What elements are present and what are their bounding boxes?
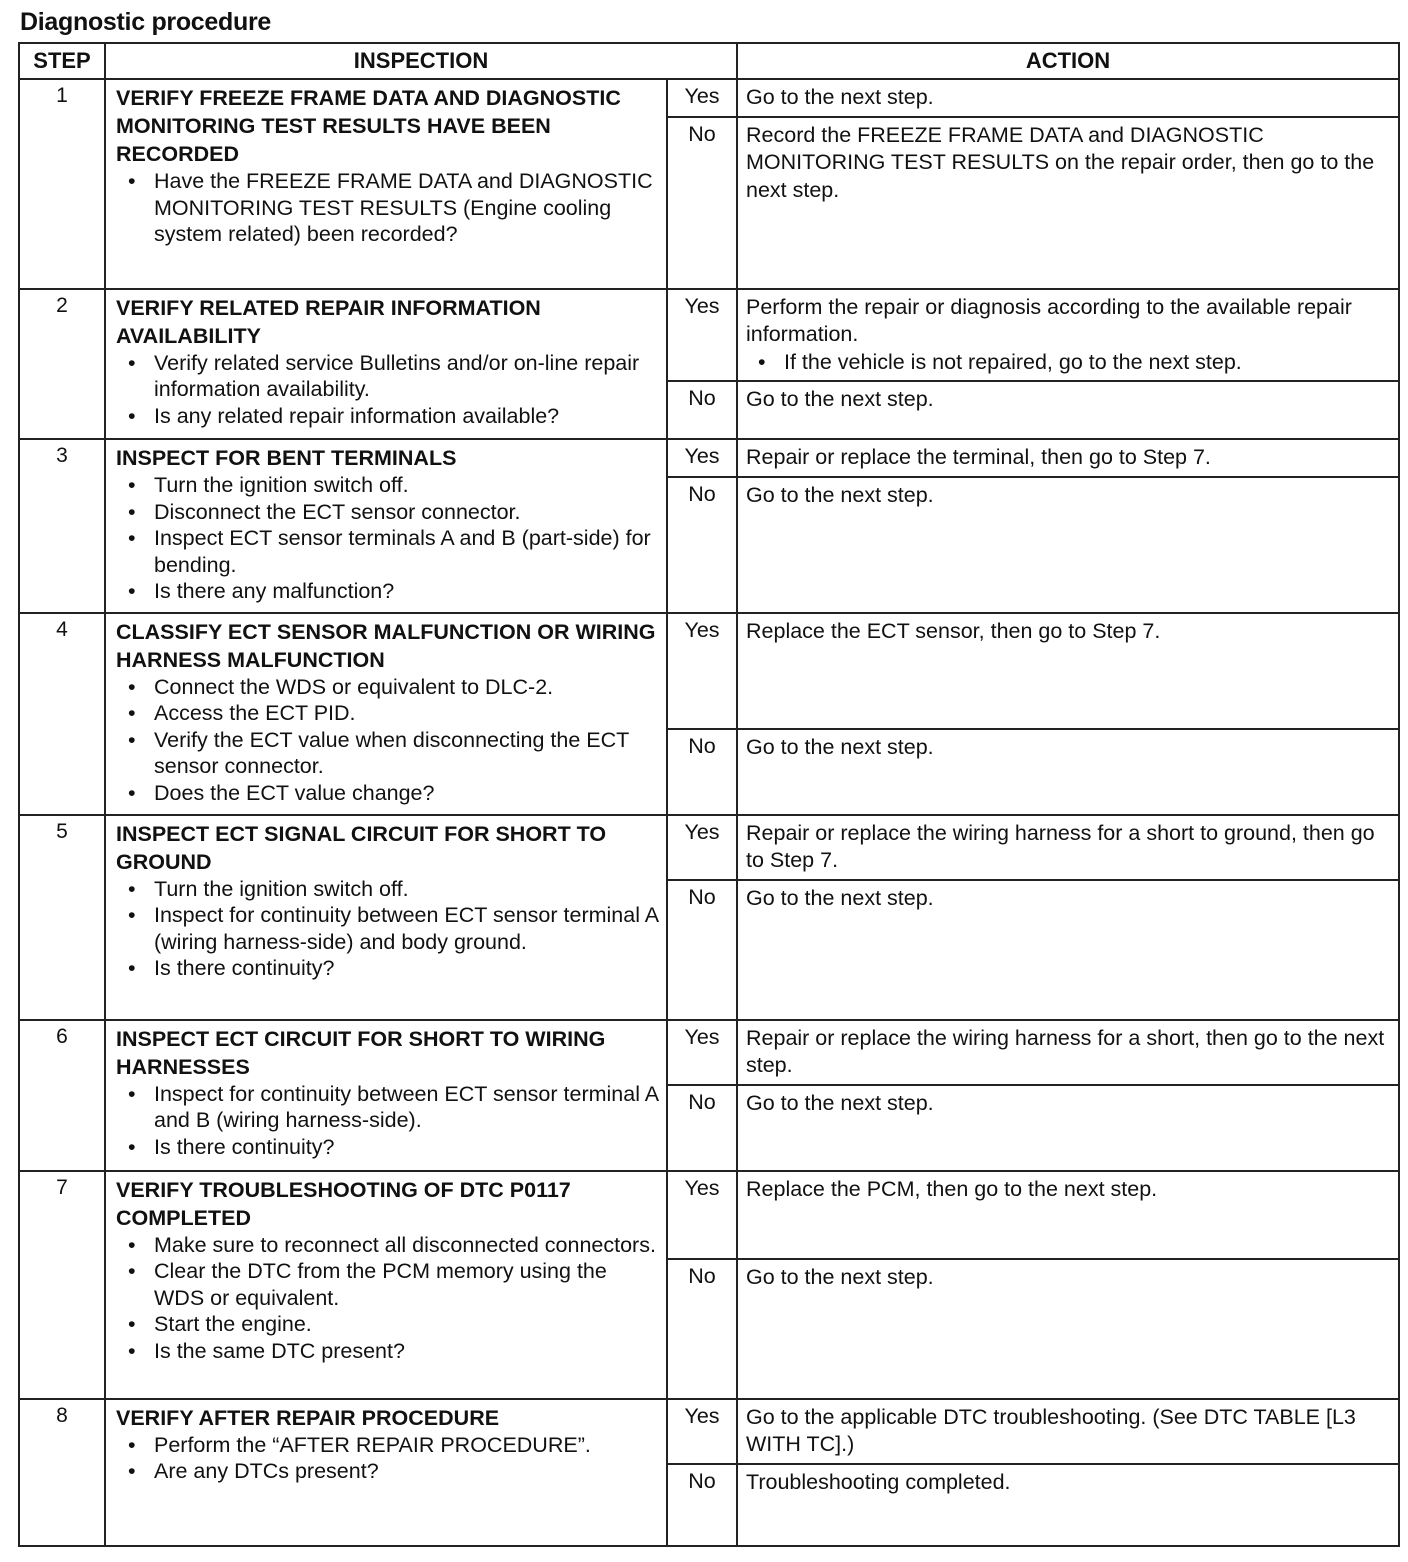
yes-label: Yes <box>667 815 737 880</box>
inspection-bullet: • Inspect ECT sensor terminals A and B (part-side) for bending. <box>116 525 660 578</box>
inspection-bullet: • Connect the WDS or equivalent to DLC-2. <box>116 674 660 701</box>
step-heading: VERIFY AFTER REPAIR PROCEDURE <box>116 1405 500 1430</box>
no-action: Go to the next step. <box>737 477 1399 613</box>
step-number: 7 <box>19 1171 105 1399</box>
yes-action-text: Perform the repair or diagnosis according to the available repair information. <box>746 294 1352 346</box>
inspection-bullet: • Access the ECT PID. <box>116 700 660 727</box>
action-column-header: ACTION <box>737 43 1399 79</box>
table-row <box>19 439 1399 477</box>
inspection-bullets <box>116 350 660 430</box>
yes-action-text: Go to the next step. <box>746 85 934 109</box>
table-row <box>19 613 1399 729</box>
table-row <box>19 1020 1399 1085</box>
inspection-bullets <box>116 674 660 807</box>
inspection-cell <box>105 1399 667 1546</box>
step-heading: VERIFY RELATED REPAIR INFORMATION AVAILABILITY <box>116 295 541 348</box>
yes-label: Yes <box>667 613 737 729</box>
no-label: No <box>667 1259 737 1399</box>
yes-action <box>737 613 1399 729</box>
inspection-bullet: • Perform the “AFTER REPAIR PROCEDURE”. <box>116 1432 660 1459</box>
no-label: No <box>667 477 737 613</box>
inspection-bullet: • Have the FREEZE FRAME DATA and DIAGNOSTIC MONITORING TEST RESULTS (Engine cooling system related) been recorded? <box>116 168 660 248</box>
yes-action-text: Replace the ECT sensor, then go to Step 7. <box>746 618 1161 643</box>
step-heading: CLASSIFY ECT SENSOR MALFUNCTION OR WIRING HARNESS MALFUNCTION <box>116 619 656 672</box>
step-number: 6 <box>19 1020 105 1171</box>
inspection-bullet: • Inspect for continuity between ECT sensor terminal A and B (wiring harness-side). <box>116 1081 660 1134</box>
inspection-bullet: • Disconnect the ECT sensor connector. <box>116 499 660 526</box>
no-action: Go to the next step. <box>737 1259 1399 1399</box>
step-number: 2 <box>19 289 105 440</box>
no-label: No <box>667 1085 737 1171</box>
step-number: 4 <box>19 613 105 815</box>
yes-label: Yes <box>667 1399 737 1464</box>
inspection-bullet: • Is any related repair information available? <box>116 403 660 430</box>
inspection-cell <box>105 1171 667 1399</box>
step-heading: INSPECT ECT CIRCUIT FOR SHORT TO WIRING HARNESSES <box>116 1026 606 1079</box>
yes-action-text: Go to the applicable DTC troubleshooting. (See DTC TABLE [L3 WITH TC].) <box>746 1404 1356 1456</box>
inspection-cell <box>105 815 667 1020</box>
yes-action <box>737 79 1399 117</box>
table-row <box>19 815 1399 880</box>
no-action: Go to the next step. <box>737 1085 1399 1171</box>
inspection-column-header: INSPECTION <box>105 43 737 79</box>
inspection-bullet: • Is there continuity? <box>116 1134 660 1161</box>
inspection-bullets <box>116 472 660 605</box>
yes-action-text: Replace the PCM, then go to the next step. <box>746 1176 1158 1201</box>
table-row <box>19 1171 1399 1259</box>
inspection-bullet: • Turn the ignition switch off. <box>116 472 660 499</box>
yes-label: Yes <box>667 289 737 382</box>
page-title: Diagnostic procedure <box>20 8 271 36</box>
inspection-cell <box>105 289 667 440</box>
yes-action <box>737 1020 1399 1085</box>
inspection-bullet: • Turn the ignition switch off. <box>116 876 660 903</box>
yes-action <box>737 1399 1399 1464</box>
step-number: 5 <box>19 815 105 1020</box>
no-label: No <box>667 1464 737 1546</box>
table-row <box>19 79 1399 117</box>
inspection-bullet: • Verify the ECT value when disconnecting the ECT sensor connector. <box>116 727 660 780</box>
inspection-bullets <box>116 168 660 248</box>
no-action: Record the FREEZE FRAME DATA and DIAGNOSTIC MONITORING TEST RESULTS on the repair order, then go to the next step. <box>737 117 1399 289</box>
step-heading: INSPECT ECT SIGNAL CIRCUIT FOR SHORT TO GROUND <box>116 821 607 874</box>
inspection-cell <box>105 1020 667 1171</box>
yes-label: Yes <box>667 439 737 477</box>
inspection-bullets <box>116 1081 660 1161</box>
step-heading: VERIFY FREEZE FRAME DATA AND DIAGNOSTIC MONITORING TEST RESULTS HAVE BEEN RECORDED <box>116 86 621 166</box>
yes-label: Yes <box>667 79 737 117</box>
inspection-cell <box>105 439 667 613</box>
no-label: No <box>667 880 737 1020</box>
yes-action <box>737 289 1399 382</box>
inspection-bullet: • Verify related service Bulletins and/or on-line repair information availability. <box>116 350 660 403</box>
table-row <box>19 1399 1399 1464</box>
no-action: Go to the next step. <box>737 729 1399 815</box>
inspection-bullet: • Is there continuity? <box>116 955 660 982</box>
step-number: 1 <box>19 79 105 289</box>
no-action: Troubleshooting completed. <box>737 1464 1399 1546</box>
inspection-bullet: • Clear the DTC from the PCM memory using the WDS or equivalent. <box>116 1258 660 1311</box>
step-heading: VERIFY TROUBLESHOOTING OF DTC P0117 COMPLETED <box>116 1177 571 1230</box>
yes-action-text: Repair or replace the wiring harness for a short to ground, then go to Step 7. <box>746 820 1375 872</box>
table-header-row <box>19 43 1399 79</box>
inspection-bullets <box>116 1432 660 1485</box>
step-number: 3 <box>19 439 105 613</box>
inspection-cell <box>105 79 667 289</box>
inspection-cell <box>105 613 667 815</box>
no-action: Go to the next step. <box>737 880 1399 1020</box>
yes-label: Yes <box>667 1171 737 1259</box>
table-row <box>19 289 1399 382</box>
inspection-bullet: • Start the engine. <box>116 1311 660 1338</box>
step-number: 8 <box>19 1399 105 1546</box>
inspection-bullet: • Does the ECT value change? <box>116 780 660 807</box>
yes-action-subbullet: • If the vehicle is not repaired, go to the next step. <box>746 349 1390 377</box>
no-label: No <box>667 381 737 439</box>
inspection-bullet: • Inspect for continuity between ECT sensor terminal A (wiring harness-side) and body ground. <box>116 902 660 955</box>
yes-label: Yes <box>667 1020 737 1085</box>
inspection-bullet: • Make sure to reconnect all disconnected connectors. <box>116 1232 660 1259</box>
step-heading: INSPECT FOR BENT TERMINALS <box>116 446 457 470</box>
no-label: No <box>667 117 737 289</box>
inspection-bullet: • Is there any malfunction? <box>116 578 660 605</box>
no-action: Go to the next step. <box>737 381 1399 439</box>
yes-action <box>737 1171 1399 1259</box>
inspection-bullet: • Are any DTCs present? <box>116 1458 660 1485</box>
inspection-bullets <box>116 876 660 982</box>
no-label: No <box>667 729 737 815</box>
yes-action <box>737 439 1399 477</box>
yes-action-text: Repair or replace the terminal, then go to Step 7. <box>746 445 1211 469</box>
step-column-header: STEP <box>19 43 105 79</box>
yes-action-text: Repair or replace the wiring harness for a short, then go to the next step. <box>746 1025 1385 1077</box>
diagnostic-table <box>18 42 1400 1547</box>
yes-action <box>737 815 1399 880</box>
inspection-bullet: • Is the same DTC present? <box>116 1338 660 1365</box>
inspection-bullets <box>116 1232 660 1365</box>
